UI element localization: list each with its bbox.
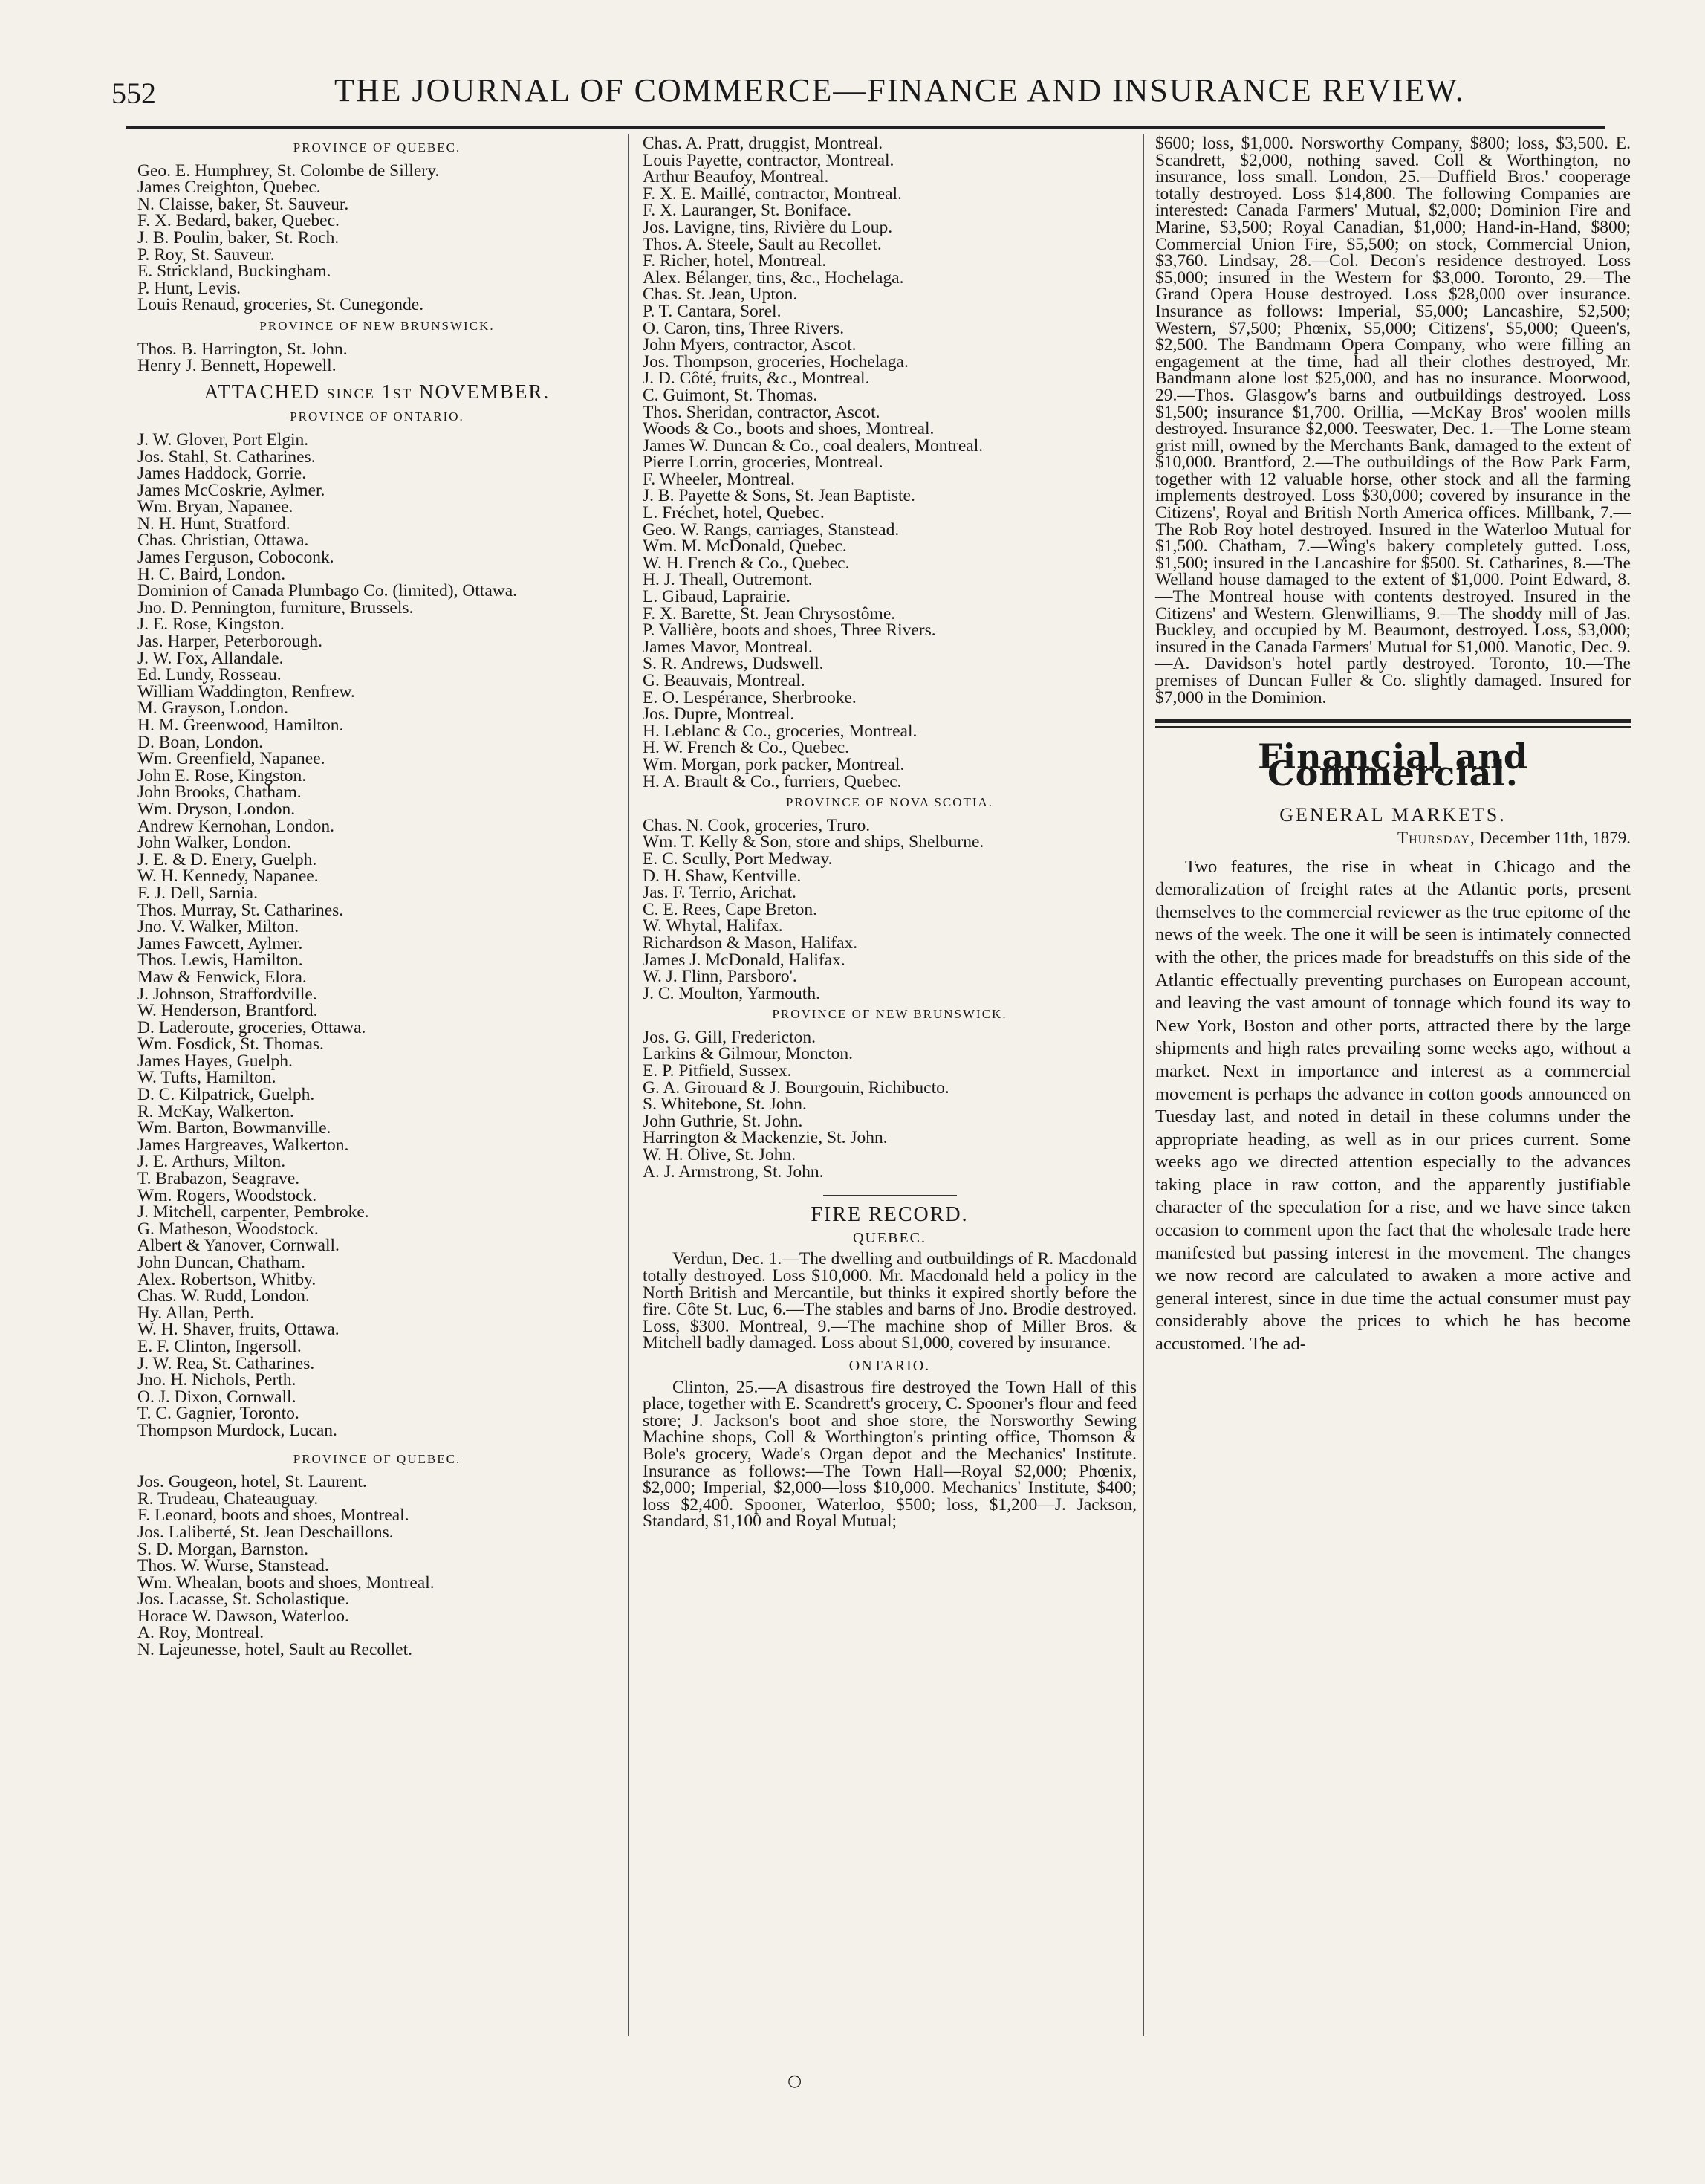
list-entry: James Creighton, Quebec. bbox=[137, 178, 321, 198]
list-entry: Wm. Greenfield, Napanee. bbox=[137, 749, 325, 769]
list-entry: Albert & Yanover, Cornwall. bbox=[137, 1236, 340, 1256]
column-3 bbox=[1155, 135, 1631, 1356]
list-entry: Arthur Beaufoy, Montreal. bbox=[643, 167, 829, 187]
list-entry: F. X. Barette, St. Jean Chrysostôme. bbox=[643, 603, 896, 623]
list-entry: O. Caron, tins, Three Rivers. bbox=[643, 318, 845, 338]
list-entry: D. Boan, London. bbox=[137, 732, 264, 752]
list-entry: Louis Renaud, groceries, St. Cunegonde. bbox=[137, 295, 424, 315]
list-entry: F. Richer, hotel, Montreal. bbox=[643, 251, 827, 271]
list-entry: L. Gibaud, Laprairie. bbox=[643, 587, 791, 607]
list-entry: John Duncan, Chatham. bbox=[137, 1253, 305, 1272]
list-entry: James Hayes, Guelph. bbox=[137, 1051, 293, 1071]
list-entry: Thompson Murdock, Lucan. bbox=[137, 1420, 337, 1440]
list-entry: Larkins & Gilmour, Moncton. bbox=[643, 1044, 853, 1064]
list-entry: T. C. Gagnier, Toronto. bbox=[137, 1404, 299, 1424]
section-heading: PROVINCE OF NEW BRUNSWICK. bbox=[772, 1007, 1007, 1022]
list-entry: C. Guimont, St. Thomas. bbox=[643, 385, 818, 405]
list-entry: G. Beauvais, Montreal. bbox=[643, 671, 805, 690]
list-entry: T. Brabazon, Seagrave. bbox=[137, 1169, 300, 1189]
list-entry: S. Whitebone, St. John. bbox=[643, 1095, 807, 1115]
section-rule bbox=[1155, 719, 1631, 723]
list-entry: James Fawcett, Aylmer. bbox=[137, 933, 303, 953]
list-entry: John Guthrie, St. John. bbox=[643, 1111, 803, 1131]
page-header bbox=[111, 68, 1612, 113]
list-entry: F. X. Bedard, baker, Quebec. bbox=[137, 211, 340, 231]
list-entry: James J. McDonald, Halifax. bbox=[643, 950, 845, 970]
list-entry: Horace W. Dawson, Waterloo. bbox=[137, 1606, 349, 1626]
column-1 bbox=[137, 135, 617, 1659]
list-entry: R. McKay, Walkerton. bbox=[137, 1101, 294, 1121]
fire-ontario-heading: ONTARIO. bbox=[848, 1357, 931, 1374]
list-entry: J. B. Payette & Sons, St. Jean Baptiste. bbox=[643, 486, 915, 506]
list-entry: Thos. A. Steele, Sault au Recollet. bbox=[643, 234, 882, 254]
section-heading: PROVINCE OF NOVA SCOTIA. bbox=[785, 795, 994, 810]
list-entry: Wm. Barton, Bowmanville. bbox=[137, 1118, 331, 1138]
list-entry: F. J. Dell, Sarnia. bbox=[137, 883, 258, 903]
list-entry: Pierre Lorrin, groceries, Montreal. bbox=[643, 453, 883, 473]
fire-quebec-text: Verdun, Dec. 1.—The dwelling and outbuildings of R. Macdonald totally destroyed. Loss $10,000. Mr. Macdonald held a policy in the North British and Mercantile, but thinks it expired shortly before the fire. Côte St. Luc, 6.—The stables and barns of Jno. Brodie destroyed. Loss, $300. Montreal, 9.—The machine shop of Miller Bros. & Mitchell badly damaged. Loss about $1,000, covered by insurance. bbox=[643, 1249, 1137, 1353]
list-entry: F. X. Lauranger, St. Boniface. bbox=[643, 201, 852, 221]
list-entry: Jno. V. Walker, Milton. bbox=[137, 917, 299, 937]
fire-quebec-heading: QUEBEC. bbox=[853, 1229, 926, 1246]
section-heading: PROVINCE OF ONTARIO. bbox=[290, 409, 464, 424]
list-entry: F. Leonard, boots and shoes, Montreal. bbox=[137, 1506, 409, 1526]
list-entry: Wm. Whealan, boots and shoes, Montreal. bbox=[137, 1572, 435, 1592]
list-entry: Chas. N. Cook, groceries, Truro. bbox=[643, 815, 871, 835]
list-entry: John Walker, London. bbox=[137, 833, 291, 853]
list-entry: J. W. Glover, Port Elgin. bbox=[137, 430, 309, 450]
list-entry: P. Roy, St. Sauveur. bbox=[137, 244, 275, 265]
list-entry: Henry J. Bennett, Hopewell. bbox=[137, 356, 337, 376]
list-entry: Maw & Fenwick, Elora. bbox=[137, 967, 307, 987]
list-entry: Jno. D. Pennington, furniture, Brussels. bbox=[137, 597, 414, 618]
list-entry: J. W. Fox, Allandale. bbox=[137, 648, 284, 668]
list-entry: Jno. H. Nichols, Perth. bbox=[137, 1370, 296, 1390]
list-entry: W. H. French & Co., Quebec. bbox=[643, 553, 850, 573]
list-entry: L. Fréchet, hotel, Quebec. bbox=[643, 503, 825, 523]
list-entry: J. E. & D. Enery, Guelph. bbox=[137, 849, 317, 869]
entry-list bbox=[137, 163, 617, 314]
page-number: 552 bbox=[111, 77, 156, 110]
dateline-day: Thursday, bbox=[1397, 828, 1475, 847]
list-entry: W. J. Flinn, Parsboro'. bbox=[643, 967, 797, 987]
section-heading: PROVINCE OF QUEBEC. bbox=[293, 140, 461, 155]
list-entry: Thos. Sheridan, contractor, Ascot. bbox=[643, 402, 880, 422]
list-entry: N. Claisse, baker, St. Sauveur. bbox=[137, 194, 349, 214]
list-entry: J. E. Rose, Kingston. bbox=[137, 615, 285, 635]
list-entry: Andrew Kernohan, London. bbox=[137, 816, 334, 836]
section-heading: PROVINCE OF NEW BRUNSWICK. bbox=[259, 318, 495, 333]
section-divider bbox=[823, 1195, 957, 1196]
entry-list bbox=[137, 1474, 617, 1659]
entry-list bbox=[137, 432, 617, 1439]
list-entry: N. Lajeunesse, hotel, Sault au Recollet. bbox=[137, 1640, 413, 1660]
list-entry: M. Grayson, London. bbox=[137, 699, 288, 719]
list-entry: W. H. Kennedy, Napanee. bbox=[137, 866, 319, 887]
list-entry: J. W. Rea, St. Catharines. bbox=[137, 1353, 315, 1373]
list-entry: J. D. Côté, fruits, &c., Montreal. bbox=[643, 369, 870, 389]
journal-title: THE JOURNAL OF COMMERCE—FINANCE AND INSURANCE REVIEW. bbox=[334, 72, 1465, 108]
fire-record-continued: $600; loss, $1,000. Norsworthy Company, $800; loss, $3,500. E. Scandrett, $2,000, nothing saved. Coll & Worthington, no insurance, loss small. London, 25.—Duffield Bros.' cooperage totally destroyed. Loss $14,800. The following Companies are interested: Canada Farmers' Mutual, $2,000; Dominion Fire and Marine, $3,500; Royal Canadian, $1,000; Hand-in-Hand, $800; Commercial Union Fire, $5,500; on stock, Commercial Union, $3,760. Lindsay, 28.—Col. Decon's residence destroyed. Loss $5,000; insured in the Western for $3,000. Toronto, 29.—The Grand Opera House destroyed. Loss $28,000 over insurance. Insurance as follows: Imperial, $5,000; Lancashire, $2,500; Western, $7,500; Phœnix, $5,000; Citizens', $5,000; Queen's, $2,500. The Bandmann Opera Company, who were filling an engagement at the time, had all their clothes destroyed, Mr. Bandmann alone lost $25,000, and has no insurance. Moorwood, 29.—Thos. Glasgow's barns and outbuildings destroyed. Loss $1,500; insurance $1,700. Orillia, —McKay Bros' woolen mills destroyed. Insurance $2,000. Teeswater, Dec. 1.—The Lorne steam grist mill, owned by the Merchants Bank, damaged to the extent of $10,000. Brantford, 2.—The outbuildings of the Bow Park Farm, together with 12 valuable horse, other stock and all the farming implements destroyed. Loss $30,000; covered by insurance in the Citizens', Royal and British North America offices. Millbank, 7.—The Rob Roy hotel destroyed. Insured in the Waterloo Mutual for $1,500. Chatham, 7.—Wing's bakery completely gutted. Loss, $1,500; insured in the Lancashire for $500. St. Catharines, 8.—The Welland house damaged to the extent of $1,000. Point Edward, 8.—The Montreal house with contents destroyed. Insured in the Citizens' and Western. Glenwilliams, 9.—The shoddy mill of Jas. Buckley, and occupied by M. Beaumont, destroyed. Loss, $3,000; insured in the Canada Farmers' Mutual for $1,000. Manotic, Dec. 9.—A. Davidson's hotel partly destroyed. Toronto, 10.—The premises of Duncan Fuller & Co. slightly damaged. Insured for $7,000 in the Dominion. bbox=[1155, 134, 1631, 707]
entry-list bbox=[137, 341, 617, 375]
list-entry: Alex. Bélanger, tins, &c., Hochelaga. bbox=[643, 268, 904, 288]
dateline bbox=[1155, 830, 1631, 847]
list-entry: Chas. A. Pratt, druggist, Montreal. bbox=[643, 134, 883, 153]
list-entry: P. T. Cantara, Sorel. bbox=[643, 301, 782, 321]
list-entry: N. H. Hunt, Stratford. bbox=[137, 513, 290, 534]
list-entry: James Hargreaves, Walkerton. bbox=[137, 1135, 349, 1155]
list-entry: E. O. Lespérance, Sherbrooke. bbox=[643, 687, 857, 707]
section-heading: PROVINCE OF QUEBEC. bbox=[293, 1451, 461, 1466]
list-entry: W. Whytal, Halifax. bbox=[643, 916, 783, 936]
list-entry: John Myers, contractor, Ascot. bbox=[643, 335, 857, 355]
list-entry: A. Roy, Montreal. bbox=[137, 1623, 264, 1643]
list-entry: E. Strickland, Buckingham. bbox=[137, 262, 331, 282]
list-entry: F. Wheeler, Montreal. bbox=[643, 469, 795, 489]
list-entry: Alex. Robertson, Whitby. bbox=[137, 1269, 316, 1289]
list-entry: Louis Payette, contractor, Montreal. bbox=[643, 150, 894, 170]
list-entry: W. H. Olive, St. John. bbox=[643, 1145, 796, 1165]
list-entry: D. Laderoute, groceries, Ottawa. bbox=[137, 1017, 366, 1037]
markets-article: Two features, the rise in wheat in Chicago and the demoralization of freight rates at the Atlantic ports, present themselves to the commercial reviewer as the true epitome of the news of the week. The one it will be seen is intimately connected with the other, the prices made for breadstuffs on this side of the Atlantic effectually preventing purchases on European account, and leaving the vast amount of tonnage which found its way to New York, Boston and other ports, attracted there by the large shipments and high rates prevailing some weeks ago, without a market. Next in importance and interest as a commercial movement is perhaps the advance in cotton goods announced on Tuesday last, and noted in detail in these columns under the appropriate heading, as well as in our prices current. Some weeks ago we directed attention especially to the advances taking place in raw cotton, and the apparently justifiable character of the speculation for a rise, and we have since taken occasion to comment upon the fact that the wholesale trade here manifested but passing interest in the movement. The changes we now record are calculated to awaken a more active and general interest, since in due time the actual consumer must pay considerably above the prices to which he has become accustomed. The ad- bbox=[1155, 856, 1631, 1355]
list-entry: S. D. Morgan, Barnston. bbox=[137, 1539, 308, 1559]
list-entry: Wm. M. McDonald, Quebec. bbox=[643, 537, 847, 557]
list-entry: J. E. Arthurs, Milton. bbox=[137, 1152, 286, 1172]
list-entry: Jos. G. Gill, Fredericton. bbox=[643, 1027, 816, 1047]
column-divider bbox=[628, 134, 629, 2036]
list-entry: Harrington & Mackenzie, St. John. bbox=[643, 1128, 888, 1148]
list-entry: James Haddock, Gorrie. bbox=[137, 464, 307, 484]
list-entry: H. Leblanc & Co., groceries, Montreal. bbox=[643, 721, 918, 741]
list-entry: S. R. Andrews, Dudswell. bbox=[643, 654, 824, 674]
fire-ontario-text: Clinton, 25.—A disastrous fire destroyed the Town Hall of this place, together with E. Scandrett's grocery, C. Spooner's flour and feed store; J. Jackson's boot and shoe store, the Norsworthy Sewing Machine shops, Coll & Worthington's printing office, Thomson & Bole's grocery, Wade's Organ depot and the Mechanics' Institute. Insurance as follows:—The Town Hall—Royal $2,000; Phœnix, $2,000; Imperial, $2,000—loss $10,000. Mechanics' Institute, $400; loss $2,400. Spooner, Waterloo, $500; loss, $1,200—J. Jackson, Standard, $1,100 and Royal Mutual; bbox=[643, 1377, 1137, 1532]
list-entry: Jas. F. Terrio, Arichat. bbox=[643, 883, 796, 903]
list-entry: H. W. French & Co., Quebec. bbox=[643, 738, 850, 758]
list-entry: J. Johnson, Straffordville. bbox=[137, 984, 317, 1004]
list-entry: Thos. B. Harrington, St. John. bbox=[137, 339, 348, 359]
list-entry: P. Vallière, boots and shoes, Three Rivers. bbox=[643, 620, 936, 641]
list-entry: W. Henderson, Brantford. bbox=[137, 1001, 318, 1021]
list-entry: Jos. Gougeon, hotel, St. Laurent. bbox=[137, 1472, 367, 1492]
list-entry: Wm. Fosdick, St. Thomas. bbox=[137, 1034, 324, 1054]
footer-mark: ○ bbox=[787, 2072, 802, 2090]
list-entry: Jos. Thompson, groceries, Hochelaga. bbox=[643, 351, 909, 372]
list-entry: J. Mitchell, carpenter, Pembroke. bbox=[137, 1202, 369, 1222]
list-entry: Wm. Morgan, pork packer, Montreal. bbox=[643, 754, 905, 774]
financial-commercial-title: Financial and Commercial. bbox=[1257, 736, 1529, 794]
column-2 bbox=[643, 135, 1137, 1530]
list-entry: Wm. Bryan, Napanee. bbox=[137, 497, 293, 517]
list-entry: Jos. Lavigne, tins, Rivière du Loup. bbox=[643, 217, 893, 237]
list-entry: James W. Duncan & Co., coal dealers, Montreal. bbox=[643, 435, 984, 456]
list-entry: Thos. Lewis, Hamilton. bbox=[137, 950, 303, 971]
list-entry: Jos. Laliberté, St. Jean Deschaillons. bbox=[137, 1522, 394, 1542]
list-entry: Richardson & Mason, Halifax. bbox=[643, 933, 858, 953]
list-entry: Ed. Lundy, Rosseau. bbox=[137, 665, 282, 685]
list-entry: F. X. E. Maillé, contractor, Montreal. bbox=[643, 184, 902, 204]
list-entry: Geo. W. Rangs, carriages, Stanstead. bbox=[643, 519, 900, 539]
list-entry: A. J. Armstrong, St. John. bbox=[643, 1161, 824, 1182]
list-entry: E. P. Pitfield, Sussex. bbox=[643, 1061, 792, 1081]
list-entry: D. H. Shaw, Kentville. bbox=[643, 866, 802, 886]
list-entry: James McCoskrie, Aylmer. bbox=[137, 480, 325, 500]
list-entry: Chas. W. Rudd, London. bbox=[137, 1286, 310, 1306]
list-entry: Jos. Stahl, St. Catharines. bbox=[137, 447, 316, 467]
list-entry: H. M. Greenwood, Hamilton. bbox=[137, 716, 344, 735]
entry-list bbox=[643, 1029, 1137, 1180]
list-entry: J. C. Moulton, Yarmouth. bbox=[643, 983, 820, 1003]
list-entry: Geo. E. Humphrey, St. Colombe de Sillery. bbox=[137, 161, 440, 181]
list-entry: Jos. Lacasse, St. Scholastique. bbox=[137, 1590, 350, 1610]
list-entry: William Waddington, Renfrew. bbox=[137, 681, 355, 701]
list-entry: P. Hunt, Levis. bbox=[137, 278, 241, 298]
list-entry: H. A. Brault & Co., furriers, Quebec. bbox=[643, 771, 902, 791]
list-entry: Dominion of Canada Plumbago Co. (limited), Ottawa. bbox=[137, 581, 518, 601]
list-entry: Chas. St. Jean, Upton. bbox=[643, 285, 798, 305]
column-divider bbox=[1143, 134, 1144, 2036]
header-rule bbox=[126, 126, 1605, 129]
fire-record-title: FIRE RECORD. bbox=[811, 1203, 969, 1227]
list-entry: Thos. W. Wurse, Stanstead. bbox=[137, 1556, 329, 1576]
list-entry: Wm. Dryson, London. bbox=[137, 799, 296, 819]
list-entry: Hy. Allan, Perth. bbox=[137, 1303, 255, 1323]
list-entry: D. C. Kilpatrick, Guelph. bbox=[137, 1085, 315, 1105]
entry-list bbox=[643, 135, 1137, 790]
list-entry: E. C. Scully, Port Medway. bbox=[643, 849, 833, 869]
list-entry: Woods & Co., boots and shoes, Montreal. bbox=[643, 419, 935, 439]
list-entry: W. H. Shaver, fruits, Ottawa. bbox=[137, 1320, 340, 1340]
attached-heading: ATTACHED since 1st NOVEMBER. bbox=[204, 380, 551, 403]
dateline-date: December 11th, 1879. bbox=[1479, 828, 1631, 847]
list-entry: James Ferguson, Coboconk. bbox=[137, 548, 334, 568]
list-entry: E. F. Clinton, Ingersoll. bbox=[137, 1336, 302, 1356]
list-entry: Jos. Dupre, Montreal. bbox=[643, 704, 795, 725]
list-entry: James Mavor, Montreal. bbox=[643, 637, 813, 657]
list-entry: O. J. Dixon, Cornwall. bbox=[137, 1387, 296, 1407]
list-entry: John E. Rose, Kingston. bbox=[137, 765, 307, 785]
list-entry: G. Matheson, Woodstock. bbox=[137, 1219, 319, 1239]
list-entry: John Brooks, Chatham. bbox=[137, 782, 302, 803]
general-markets-heading: GENERAL MARKETS. bbox=[1279, 804, 1507, 826]
list-entry: R. Trudeau, Chateauguay. bbox=[137, 1488, 319, 1509]
list-entry: H. C. Baird, London. bbox=[137, 564, 286, 584]
list-entry: W. Tufts, Hamilton. bbox=[137, 1068, 276, 1088]
list-entry: G. A. Girouard & J. Bourgouin, Richibucto. bbox=[643, 1078, 949, 1098]
entry-list bbox=[643, 817, 1137, 1002]
list-entry: C. E. Rees, Cape Breton. bbox=[643, 899, 817, 919]
section-rule bbox=[1155, 726, 1631, 728]
list-entry: Chas. Christian, Ottawa. bbox=[137, 531, 309, 551]
list-entry: H. J. Theall, Outremont. bbox=[643, 570, 813, 590]
list-entry: Jas. Harper, Peterborough. bbox=[137, 632, 322, 652]
list-entry: J. B. Poulin, baker, St. Roch. bbox=[137, 227, 340, 247]
list-entry: Wm. T. Kelly & Son, store and ships, Shelburne. bbox=[643, 832, 984, 852]
list-entry: Thos. Murray, St. Catharines. bbox=[137, 900, 344, 920]
list-entry: Wm. Rogers, Woodstock. bbox=[137, 1185, 317, 1205]
